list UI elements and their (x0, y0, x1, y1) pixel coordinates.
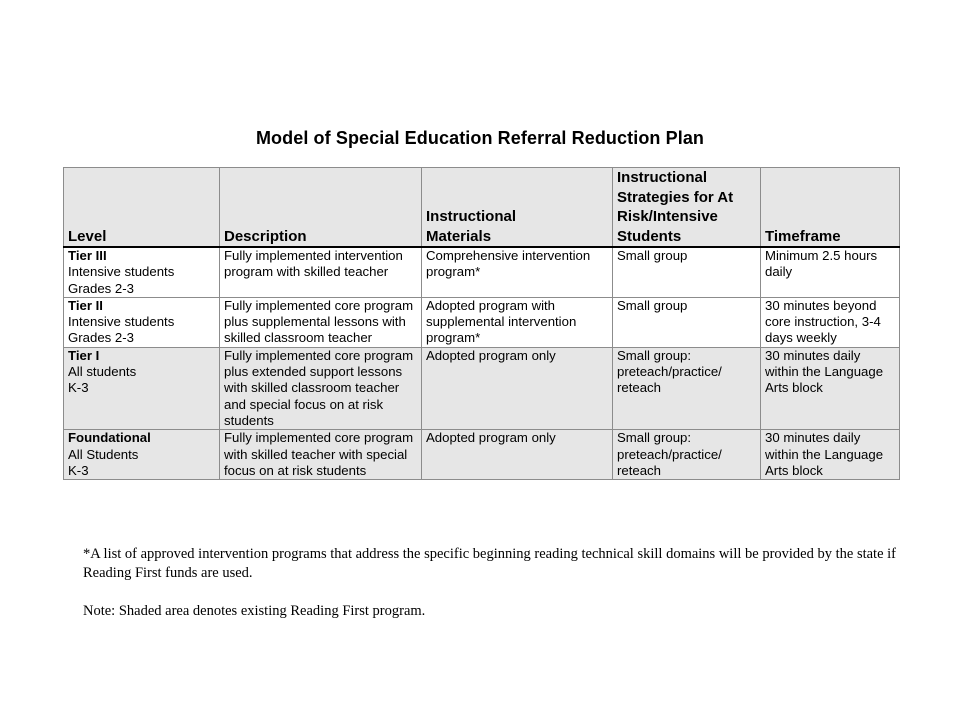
level-audience: Intensive students (68, 314, 175, 330)
level-cell (64, 347, 220, 429)
strategies-cell: Small group (613, 297, 761, 347)
timeframe-cell: 30 minutes daily within the Language Arts block (761, 347, 900, 429)
strategies-cell: Small group: preteach/practice/ reteach (613, 430, 761, 480)
timeframe-cell: 30 minutes beyond core instruction, 3-4 days weekly (761, 297, 900, 347)
materials-cell: Adopted program only (422, 347, 613, 429)
footnote: *A list of approved intervention programs that address the specific beginning reading technical skill domains will be provided by the state if Reading First funds are used. (83, 546, 897, 581)
level-name: Tier III (68, 248, 107, 263)
materials-cell: Adopted program with supplemental intervention program* (422, 297, 613, 347)
level-grades: K-3 (68, 380, 89, 396)
header-timeframe: Timeframe (761, 168, 900, 248)
table-row (64, 247, 900, 297)
level-audience: All students (68, 364, 137, 380)
description-cell: Fully implemented core program with skilled teacher with special focus on at risk students (220, 430, 422, 480)
table-header-row (64, 168, 900, 248)
level-cell (64, 430, 220, 480)
table-row (64, 347, 900, 429)
level-name: Tier II (68, 297, 103, 313)
referral-plan-table (63, 167, 900, 480)
strategies-cell: Small group (613, 247, 761, 297)
strategies-cell: Small group: preteach/practice/ reteach (613, 347, 761, 429)
level-name: Foundational (68, 430, 151, 446)
description-cell: Fully implemented intervention program with skilled teacher (220, 247, 422, 297)
header-level: Level (64, 168, 220, 248)
header-materials: Instructional Materials (422, 168, 613, 248)
level-cell (64, 247, 220, 297)
level-name: Tier I (68, 347, 100, 363)
table-row (64, 297, 900, 347)
level-grades: Grades 2-3 (68, 330, 134, 346)
table-row (64, 430, 900, 480)
description-cell: Fully implemented core program plus extended support lessons with skilled classroom teacher and special focus on at risk students (220, 347, 422, 429)
level-audience: Intensive students (68, 264, 175, 280)
header-description: Description (220, 168, 422, 248)
description-cell: Fully implemented core program plus supplemental lessons with skilled classroom teacher (220, 297, 422, 347)
materials-cell: Comprehensive intervention program* (422, 247, 613, 297)
level-grades: Grades 2-3 (68, 280, 134, 296)
level-audience: All Students (68, 446, 139, 462)
level-grades: K-3 (68, 462, 89, 478)
timeframe-cell: Minimum 2.5 hours daily (761, 247, 900, 297)
header-strategies: Instructional Strategies for At Risk/Intensive Students (613, 168, 761, 248)
materials-cell: Adopted program only (422, 430, 613, 480)
shading-note: Note: Shaded area denotes existing Reading First program. (83, 603, 426, 619)
timeframe-cell: 30 minutes daily within the Language Arts block (761, 430, 900, 480)
level-cell (64, 297, 220, 347)
page-title: Model of Special Education Referral Reduction Plan (255, 128, 705, 148)
